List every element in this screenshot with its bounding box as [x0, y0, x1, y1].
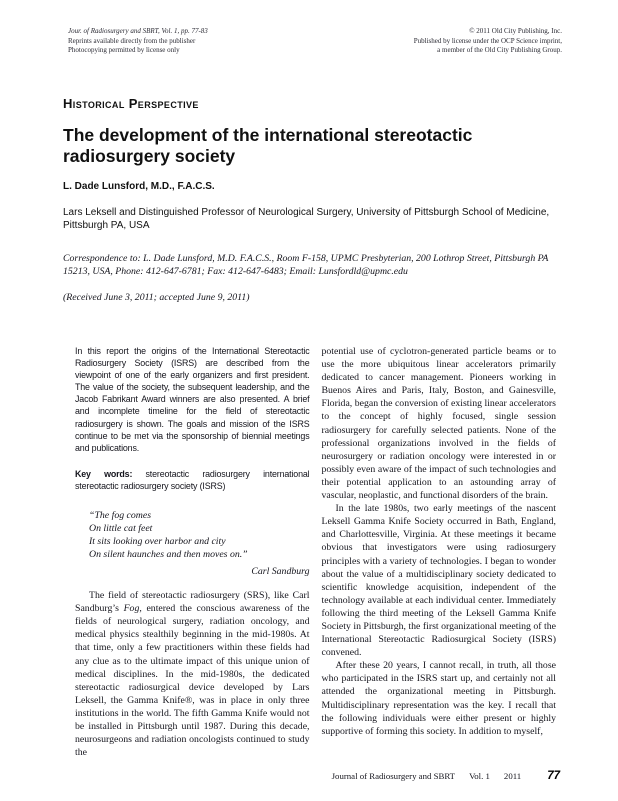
body-paragraph — [75, 589, 310, 759]
paragraph-text: , entered the conscious awareness of the fields of neurological surgery, radiation oncology, and medical physics stealthily beginning in the mid-1980s. At that time, only a few practitioners within these fields had any clue as to the ultimate impact of this unique union of medical disciplines. In the mid-1980s, the dedicated stereotactic radiosurgical device developed by Lars Leksell, the Gamma Knife®, was in place in only three institutions in the world. The fifth Gamma Knife would not be installed in Pittsburgh until 1987. During this decade, neurosurgeons and radiation oncologists continued to study the — [75, 603, 310, 759]
page-footer — [332, 770, 560, 782]
masthead — [68, 27, 562, 56]
italic-term: Fog — [123, 603, 140, 615]
imprint-line: Published by license under the OCP Science imprint, — [413, 36, 562, 45]
poem-line: “The fog comes — [89, 510, 152, 522]
keywords-text: stereotactic radiosurgery international stereotactic radiosurgery society (ISRS) — [75, 468, 310, 491]
keywords-label: Key words: — [75, 468, 133, 479]
reprints-note: Reprints available directly from the publisher — [68, 36, 196, 45]
epigraph-poem — [89, 509, 310, 561]
page-number: 77 — [547, 770, 560, 782]
footer-volume: Vol. 1 — [469, 771, 490, 781]
abstract-paragraph: In this report the origins of the International Stereotactic Radiosurgery Society (ISRS) are described from the viewpoint of one of the early organizers and first president. The value of the society, the subsequent leadership, and the Jacob Fabrikant Award winners are also presented. A brief and incomplete timeline for the field of stereotactic radiosurgery is shown. The goals and mission of the ISRS continue to be met via the sponsorship of biennial meetings and publications. — [75, 346, 310, 453]
correspondence-note: Correspondence to: L. Dade Lunsford, M.D. F.A.C.S., Room F-158, UPMC Presbyterian, 200 Lothrop Street, Pittsburgh PA 15213, USA, Phone: 412-647-6781; Fax: 412-647-6483; Email: Lunsfordld@upmc.edu — [63, 253, 549, 277]
body-columns — [75, 345, 556, 759]
poem-line: On silent haunches and then moves on.” — [89, 549, 248, 561]
received-dates: (Received June 3, 2011; accepted June 9, 2011) — [63, 292, 250, 303]
footer-year: 2011 — [503, 771, 522, 781]
right-column — [322, 345, 557, 759]
body-paragraph: In the late 1980s, two early meetings of the nascent Leksell Gamma Knife Society occurred in Bath, England, and Charlottesville, Virginia. At these meetings it became obvious that investigators were using radiosurgery principles with a variety of technologies. I began to wonder about the value of a multidisciplinary society dedicated to scientific knowledge acquisition, independent of the technology available at each individual center. Immediately following the third meeting of the Leksell Gamma Knife Society in Pittsburgh, the first organizational meeting of the International Stereotactic Radiosurgical Society (ISRS) convened. — [321, 503, 556, 659]
section-label: Historical Perspective — [63, 96, 199, 111]
author-affiliation: Lars Leksell and Distinguished Professor of Neurological Surgery, University of Pittsburgh School of Medicine, Pittsburgh PA, USA — [63, 207, 550, 231]
poem-line: On little cat feet — [89, 523, 153, 535]
masthead-left — [68, 27, 208, 56]
copyright-line: © 2011 Old City Publishing, Inc. — [469, 27, 562, 35]
group-line: a member of the Old City Publishing Group. — [437, 46, 562, 54]
poem-line: It sits looking over harbor and city — [89, 536, 226, 548]
paragraph-text: The field of stereotactic radiosurgery (SRS), like Carl Sandburg’s — [75, 590, 310, 615]
poem-attribution: Carl Sandburg — [251, 566, 310, 578]
body-paragraph: After these 20 years, I cannot recall, in truth, all those who participated in the ISRS start up, and certainly not all attended the organizational meeting in Pittsburgh. Multidisciplinary representation was the key. I recall that the following individuals were either present or highly supportive of forming this society. In addition to myself, — [321, 660, 556, 737]
journal-citation: Jour. of Radiosurgery and SBRT, Vol. 1, pp. 77-83 — [68, 27, 208, 35]
keywords-paragraph — [75, 468, 310, 492]
photocopy-note: Photocopying permitted by license only — [68, 46, 180, 54]
article-title: The development of the international stereotactic radiosurgery society — [63, 125, 473, 166]
body-paragraph: potential use of cyclotron-generated particle beams or to use the more ubiquitous linear accelerators primarily dedicated to cancer management. Pioneers working in Buenos Aires and Paris, Italy, Boston, and Gainesville, Florida, began the conversion of existing linear accelerators to the concept of highly focused, single session radiosurgery for carefully selected patients. None of the professional organizations involved in the fields of neurosurgery or radiation oncology were interested in or possibly even aware of the impact of such technologies and their potential application to an astounding array of vascular, neoplastic, and functional disorders of the brain. — [321, 346, 556, 502]
author-name: L. Dade Lunsford, M.D., F.A.C.S. — [63, 181, 215, 192]
left-column — [75, 345, 310, 759]
masthead-right — [414, 27, 562, 56]
footer-journal-name: Journal of Radiosurgery and SBRT — [331, 771, 456, 781]
